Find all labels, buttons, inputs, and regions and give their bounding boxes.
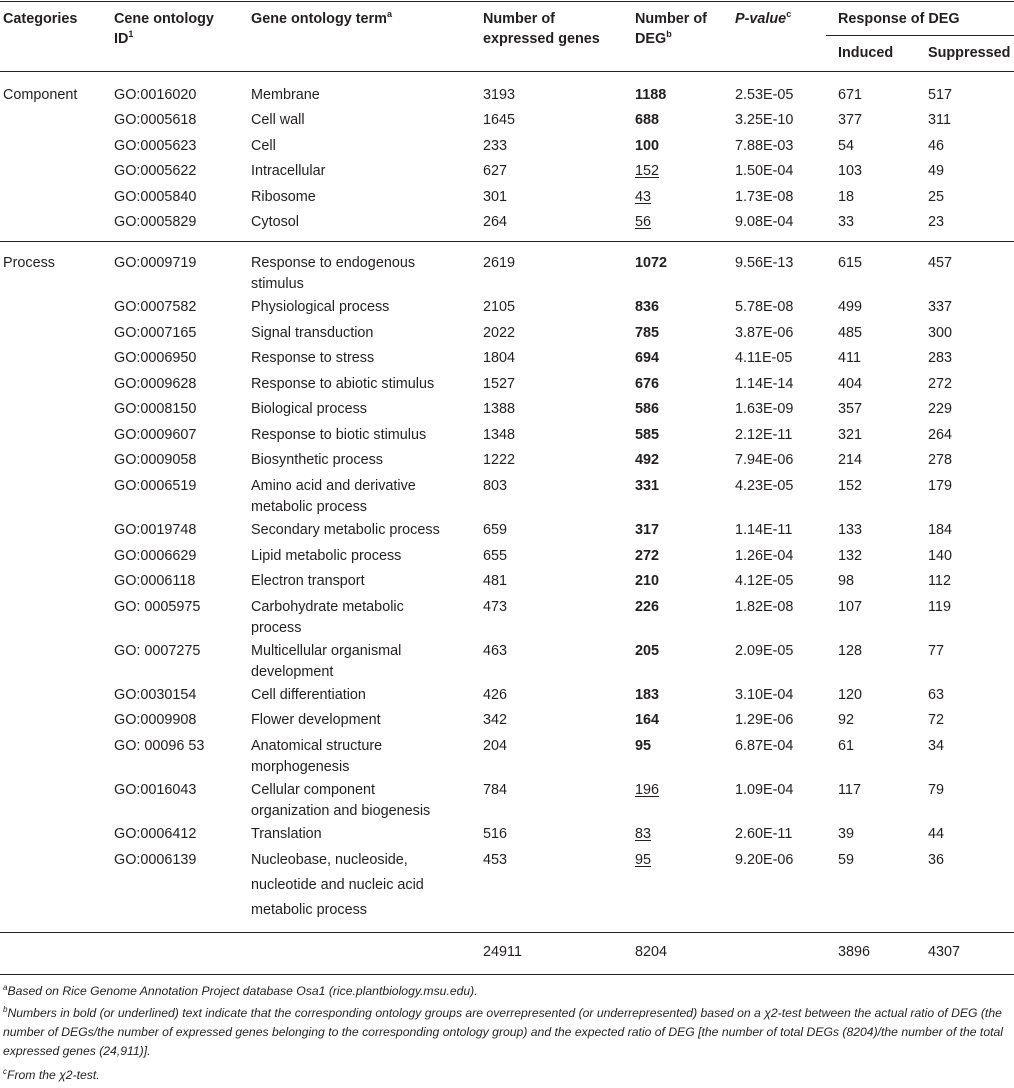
deg-cell: 1188 bbox=[635, 87, 667, 103]
expressed-cell: 204 bbox=[483, 738, 508, 754]
suppressed-cell: 184 bbox=[928, 522, 953, 538]
go-id-cell: GO:0016020 bbox=[114, 87, 197, 103]
go-id-cell: GO:0005623 bbox=[114, 138, 197, 154]
expressed-cell: 659 bbox=[483, 522, 508, 538]
go-id-cell: GO:0030154 bbox=[114, 687, 197, 703]
deg-cell: 1072 bbox=[635, 255, 668, 271]
induced-cell: 61 bbox=[838, 738, 855, 754]
suppressed-cell: 457 bbox=[928, 255, 953, 271]
go-term-cell: Biosynthetic process bbox=[251, 452, 383, 468]
expressed-cell: 1222 bbox=[483, 452, 516, 468]
suppressed-cell: 179 bbox=[928, 478, 953, 494]
induced-cell: 117 bbox=[838, 782, 861, 798]
expressed-cell: 627 bbox=[483, 163, 508, 179]
induced-cell: 214 bbox=[838, 452, 863, 468]
go-id-cell: GO: 0005975 bbox=[114, 599, 201, 615]
expressed-cell: 342 bbox=[483, 712, 508, 728]
pvalue-cell: 6.87E-04 bbox=[735, 738, 794, 754]
header-suppressed: Suppressed bbox=[928, 45, 1011, 61]
go-id-cell: GO:0006519 bbox=[114, 478, 197, 494]
category-label: Component bbox=[3, 87, 78, 103]
go-id-cell: GO:0005618 bbox=[114, 112, 197, 128]
suppressed-cell: 25 bbox=[928, 189, 945, 205]
header-response: Response of DEG bbox=[838, 11, 960, 27]
go-term-cell: Cellular component organization and biogenesis bbox=[251, 782, 431, 819]
deg-cell: 152 bbox=[635, 163, 660, 179]
header-go-term: Gene ontology term$^a$ bbox=[251, 9, 392, 27]
pvalue-cell: 2.60E-11 bbox=[735, 826, 793, 842]
induced-cell: 59 bbox=[838, 852, 855, 868]
induced-cell: 120 bbox=[838, 687, 863, 703]
suppressed-cell: 23 bbox=[928, 214, 945, 230]
totals-top-rule bbox=[0, 932, 1014, 933]
deg-cell: 196 bbox=[635, 782, 660, 798]
go-term-cell: Electron transport bbox=[251, 573, 365, 589]
go-term-cell: Signal transduction bbox=[251, 325, 374, 341]
go-term-cell: Nucleobase, nucleoside, nucleotide and nucleic acid metabolic process bbox=[251, 852, 424, 918]
deg-cell: 183 bbox=[635, 687, 660, 703]
go-id-cell: GO: 0007275 bbox=[114, 643, 201, 659]
go-term-cell: Response to biotic stimulus bbox=[251, 427, 427, 443]
deg-cell: 272 bbox=[635, 548, 660, 564]
induced-cell: 133 bbox=[838, 522, 863, 538]
pvalue-cell: 9.56E-13 bbox=[735, 255, 794, 271]
deg-cell: 492 bbox=[635, 452, 660, 468]
deg-cell: 586 bbox=[635, 401, 660, 417]
deg-cell: 205 bbox=[635, 643, 660, 659]
suppressed-cell: 272 bbox=[928, 376, 953, 392]
suppressed-cell: 283 bbox=[928, 350, 953, 366]
induced-cell: 499 bbox=[838, 299, 863, 315]
pvalue-cell: 2.09E-05 bbox=[735, 643, 794, 659]
pvalue-cell: 1.26E-04 bbox=[735, 548, 794, 564]
go-id-cell: GO:0005840 bbox=[114, 189, 197, 205]
go-id-cell: GO:0016043 bbox=[114, 782, 197, 798]
suppressed-cell: 264 bbox=[928, 427, 953, 443]
pvalue-cell: 7.94E-06 bbox=[735, 452, 794, 468]
expressed-cell: 2022 bbox=[483, 325, 516, 341]
pvalue-cell: 4.11E-05 bbox=[735, 350, 793, 366]
expressed-cell: 1388 bbox=[483, 401, 516, 417]
suppressed-cell: 278 bbox=[928, 452, 953, 468]
table-bottom-rule bbox=[0, 974, 1014, 975]
induced-cell: 103 bbox=[838, 163, 863, 179]
expressed-cell: 233 bbox=[483, 138, 508, 154]
suppressed-cell: 72 bbox=[928, 712, 945, 728]
go-id-cell: GO:0006139 bbox=[114, 852, 197, 868]
pvalue-cell: 1.09E-04 bbox=[735, 782, 794, 798]
suppressed-cell: 44 bbox=[928, 826, 945, 842]
induced-cell: 404 bbox=[838, 376, 863, 392]
expressed-cell: 453 bbox=[483, 852, 508, 868]
pvalue-cell: 3.87E-06 bbox=[735, 325, 794, 341]
header-expressed: Number of expressed genes bbox=[483, 11, 600, 47]
table-top-rule bbox=[0, 1, 1014, 2]
go-id-cell: GO:0009607 bbox=[114, 427, 197, 443]
pvalue-cell: 3.25E-10 bbox=[735, 112, 794, 128]
induced-cell: 107 bbox=[838, 599, 863, 615]
go-id-cell: GO:0005829 bbox=[114, 214, 197, 230]
go-term-cell: Cytosol bbox=[251, 214, 299, 230]
go-term-cell: Amino acid and derivative metabolic process bbox=[251, 478, 416, 515]
expressed-cell: 803 bbox=[483, 478, 508, 494]
deg-cell: 694 bbox=[635, 350, 660, 366]
expressed-cell: 2619 bbox=[483, 255, 516, 271]
go-term-cell: Translation bbox=[251, 826, 322, 842]
header-deg: Number of DEG$^b$ bbox=[635, 11, 707, 47]
suppressed-cell: 229 bbox=[928, 401, 953, 417]
go-id-cell: GO:0019748 bbox=[114, 522, 197, 538]
go-term-cell: Cell differentiation bbox=[251, 687, 366, 703]
induced-cell: 98 bbox=[838, 573, 855, 589]
suppressed-cell: 34 bbox=[928, 738, 945, 754]
pvalue-cell: 1.82E-08 bbox=[735, 599, 794, 615]
go-id-cell: GO: 00096 53 bbox=[114, 738, 205, 754]
go-term-cell: Physiological process bbox=[251, 299, 390, 315]
induced-cell: 377 bbox=[838, 112, 863, 128]
pvalue-cell: 4.23E-05 bbox=[735, 478, 794, 494]
expressed-cell: 2105 bbox=[483, 299, 516, 315]
header-bottom-rule bbox=[0, 71, 1014, 72]
expressed-cell: 516 bbox=[483, 826, 508, 842]
go-term-cell: Response to abiotic stimulus bbox=[251, 376, 435, 392]
induced-cell: 411 bbox=[838, 350, 861, 366]
expressed-cell: 473 bbox=[483, 599, 508, 615]
footnote-a: $^a$Based on Rice Genome Annotation Project database Osa1 (rice.plantbiology.msu.edu). bbox=[3, 983, 478, 998]
go-id-cell: GO:0006118 bbox=[114, 573, 196, 589]
go-term-cell: Ribosome bbox=[251, 189, 316, 205]
expressed-cell: 784 bbox=[483, 782, 508, 798]
suppressed-cell: 49 bbox=[928, 163, 945, 179]
induced-cell: 18 bbox=[838, 189, 855, 205]
deg-cell: 95 bbox=[635, 852, 652, 868]
suppressed-cell: 77 bbox=[928, 643, 945, 659]
header-induced: Induced bbox=[838, 45, 894, 61]
go-term-cell: Response to endogenous stimulus bbox=[251, 255, 416, 292]
go-id-cell: GO:0006629 bbox=[114, 548, 197, 564]
go-term-cell: Cell bbox=[251, 138, 276, 154]
induced-cell: 615 bbox=[838, 255, 863, 271]
category-label: Process bbox=[3, 255, 55, 271]
go-term-cell: Intracellular bbox=[251, 163, 326, 179]
header-categories: Categories bbox=[3, 11, 78, 27]
go-id-cell: GO:0009628 bbox=[114, 376, 197, 392]
expressed-cell: 655 bbox=[483, 548, 508, 564]
induced-cell: 33 bbox=[838, 214, 855, 230]
go-id-cell: GO:0008150 bbox=[114, 401, 197, 417]
total-induced: 3896 bbox=[838, 944, 871, 960]
deg-cell: 785 bbox=[635, 325, 660, 341]
deg-cell: 56 bbox=[635, 214, 652, 230]
pvalue-cell: 2.53E-05 bbox=[735, 87, 794, 103]
go-term-cell: Biological process bbox=[251, 401, 367, 417]
induced-cell: 132 bbox=[838, 548, 863, 564]
header-pvalue: P-value$^c$ bbox=[735, 9, 792, 27]
pvalue-cell: 1.14E-14 bbox=[735, 376, 794, 392]
deg-cell: 95 bbox=[635, 738, 652, 754]
deg-cell: 210 bbox=[635, 573, 660, 589]
go-term-cell: Secondary metabolic process bbox=[251, 522, 440, 538]
suppressed-cell: 46 bbox=[928, 138, 945, 154]
pvalue-cell: 9.20E-06 bbox=[735, 852, 794, 868]
suppressed-cell: 517 bbox=[928, 87, 953, 103]
suppressed-cell: 311 bbox=[928, 112, 951, 128]
go-term-cell: Carbohydrate metabolic process bbox=[251, 599, 404, 636]
expressed-cell: 3193 bbox=[483, 87, 516, 103]
suppressed-cell: 337 bbox=[928, 299, 953, 315]
deg-cell: 83 bbox=[635, 826, 652, 842]
expressed-cell: 481 bbox=[483, 573, 508, 589]
induced-cell: 128 bbox=[838, 643, 863, 659]
suppressed-cell: 300 bbox=[928, 325, 953, 341]
header-go-id: Cene ontology $ID^1$ bbox=[114, 11, 214, 47]
induced-cell: 92 bbox=[838, 712, 855, 728]
go-id-cell: GO:0006412 bbox=[114, 826, 197, 842]
pvalue-cell: 4.12E-05 bbox=[735, 573, 794, 589]
suppressed-cell: 63 bbox=[928, 687, 945, 703]
pvalue-cell: 2.12E-11 bbox=[735, 427, 793, 443]
induced-cell: 485 bbox=[838, 325, 863, 341]
footnote-b: $^b$Numbers in bold (or underlined) text indicate that the corresponding ontology groups are overrepresented (or underrepresented) based on a χ2-test between the actual ratio of DEG (the number of DEGs/the number of expressed genes belonging to the corresponding ontology group) and the expected ratio of DEG [the number of total DEGs (8204)/the number of the total expressed genes (24,911)]. bbox=[3, 1005, 1003, 1058]
go-id-cell: GO:0009719 bbox=[114, 255, 197, 271]
go-term-cell: Anatomical structure morphogenesis bbox=[251, 738, 383, 775]
deg-cell: 100 bbox=[635, 138, 660, 154]
deg-cell: 688 bbox=[635, 112, 660, 128]
pvalue-cell: 7.88E-03 bbox=[735, 138, 794, 154]
induced-cell: 321 bbox=[838, 427, 863, 443]
go-id-cell: GO:0006950 bbox=[114, 350, 197, 366]
total-deg: 8204 bbox=[635, 944, 668, 960]
go-id-cell: GO:0009058 bbox=[114, 452, 197, 468]
pvalue-cell: 3.10E-04 bbox=[735, 687, 794, 703]
pvalue-cell: 5.78E-08 bbox=[735, 299, 794, 315]
deg-cell: 164 bbox=[635, 712, 660, 728]
deg-cell: 676 bbox=[635, 376, 660, 392]
deg-cell: 836 bbox=[635, 299, 660, 315]
suppressed-cell: 112 bbox=[928, 573, 951, 589]
expressed-cell: 1527 bbox=[483, 376, 516, 392]
deg-cell: 43 bbox=[635, 189, 652, 205]
induced-cell: 39 bbox=[838, 826, 855, 842]
go-term-cell: Cell wall bbox=[251, 112, 305, 128]
go-id-cell: GO:0005622 bbox=[114, 163, 197, 179]
expressed-cell: 1348 bbox=[483, 427, 516, 443]
deg-cell: 585 bbox=[635, 427, 660, 443]
expressed-cell: 463 bbox=[483, 643, 508, 659]
go-term-cell: Response to stress bbox=[251, 350, 375, 366]
go-id-cell: GO:0007165 bbox=[114, 325, 197, 341]
suppressed-cell: 140 bbox=[928, 548, 953, 564]
go-term-cell: Membrane bbox=[251, 87, 320, 103]
total-expressed: 24911 bbox=[483, 944, 522, 960]
pvalue-cell: 1.63E-09 bbox=[735, 401, 794, 417]
response-subheader-rule bbox=[826, 35, 1014, 36]
deg-cell: 331 bbox=[635, 478, 660, 494]
pvalue-cell: 1.73E-08 bbox=[735, 189, 794, 205]
suppressed-cell: 119 bbox=[928, 599, 951, 615]
deg-cell: 226 bbox=[635, 599, 660, 615]
pvalue-cell: 1.14E-11 bbox=[735, 522, 793, 538]
expressed-cell: 301 bbox=[483, 189, 508, 205]
go-id-cell: GO:0009908 bbox=[114, 712, 197, 728]
pvalue-cell: 1.50E-04 bbox=[735, 163, 794, 179]
go-term-cell: Multicellular organismal development bbox=[251, 643, 402, 680]
go-id-cell: GO:0007582 bbox=[114, 299, 197, 315]
expressed-cell: 1645 bbox=[483, 112, 516, 128]
suppressed-cell: 79 bbox=[928, 782, 945, 798]
expressed-cell: 426 bbox=[483, 687, 508, 703]
total-suppressed: 4307 bbox=[928, 944, 961, 960]
induced-cell: 54 bbox=[838, 138, 855, 154]
go-term-cell: Lipid metabolic process bbox=[251, 548, 402, 564]
pvalue-cell: 1.29E-06 bbox=[735, 712, 794, 728]
footnote-c: $^c$From the χ2-test. bbox=[3, 1067, 100, 1082]
go-term-cell: Flower development bbox=[251, 712, 381, 728]
suppressed-cell: 36 bbox=[928, 852, 945, 868]
expressed-cell: 1804 bbox=[483, 350, 516, 366]
induced-cell: 152 bbox=[838, 478, 863, 494]
section-divider-rule bbox=[0, 241, 1014, 242]
induced-cell: 671 bbox=[838, 87, 863, 103]
expressed-cell: 264 bbox=[483, 214, 508, 230]
deg-cell: 317 bbox=[635, 522, 660, 538]
pvalue-cell: 9.08E-04 bbox=[735, 214, 794, 230]
induced-cell: 357 bbox=[838, 401, 863, 417]
